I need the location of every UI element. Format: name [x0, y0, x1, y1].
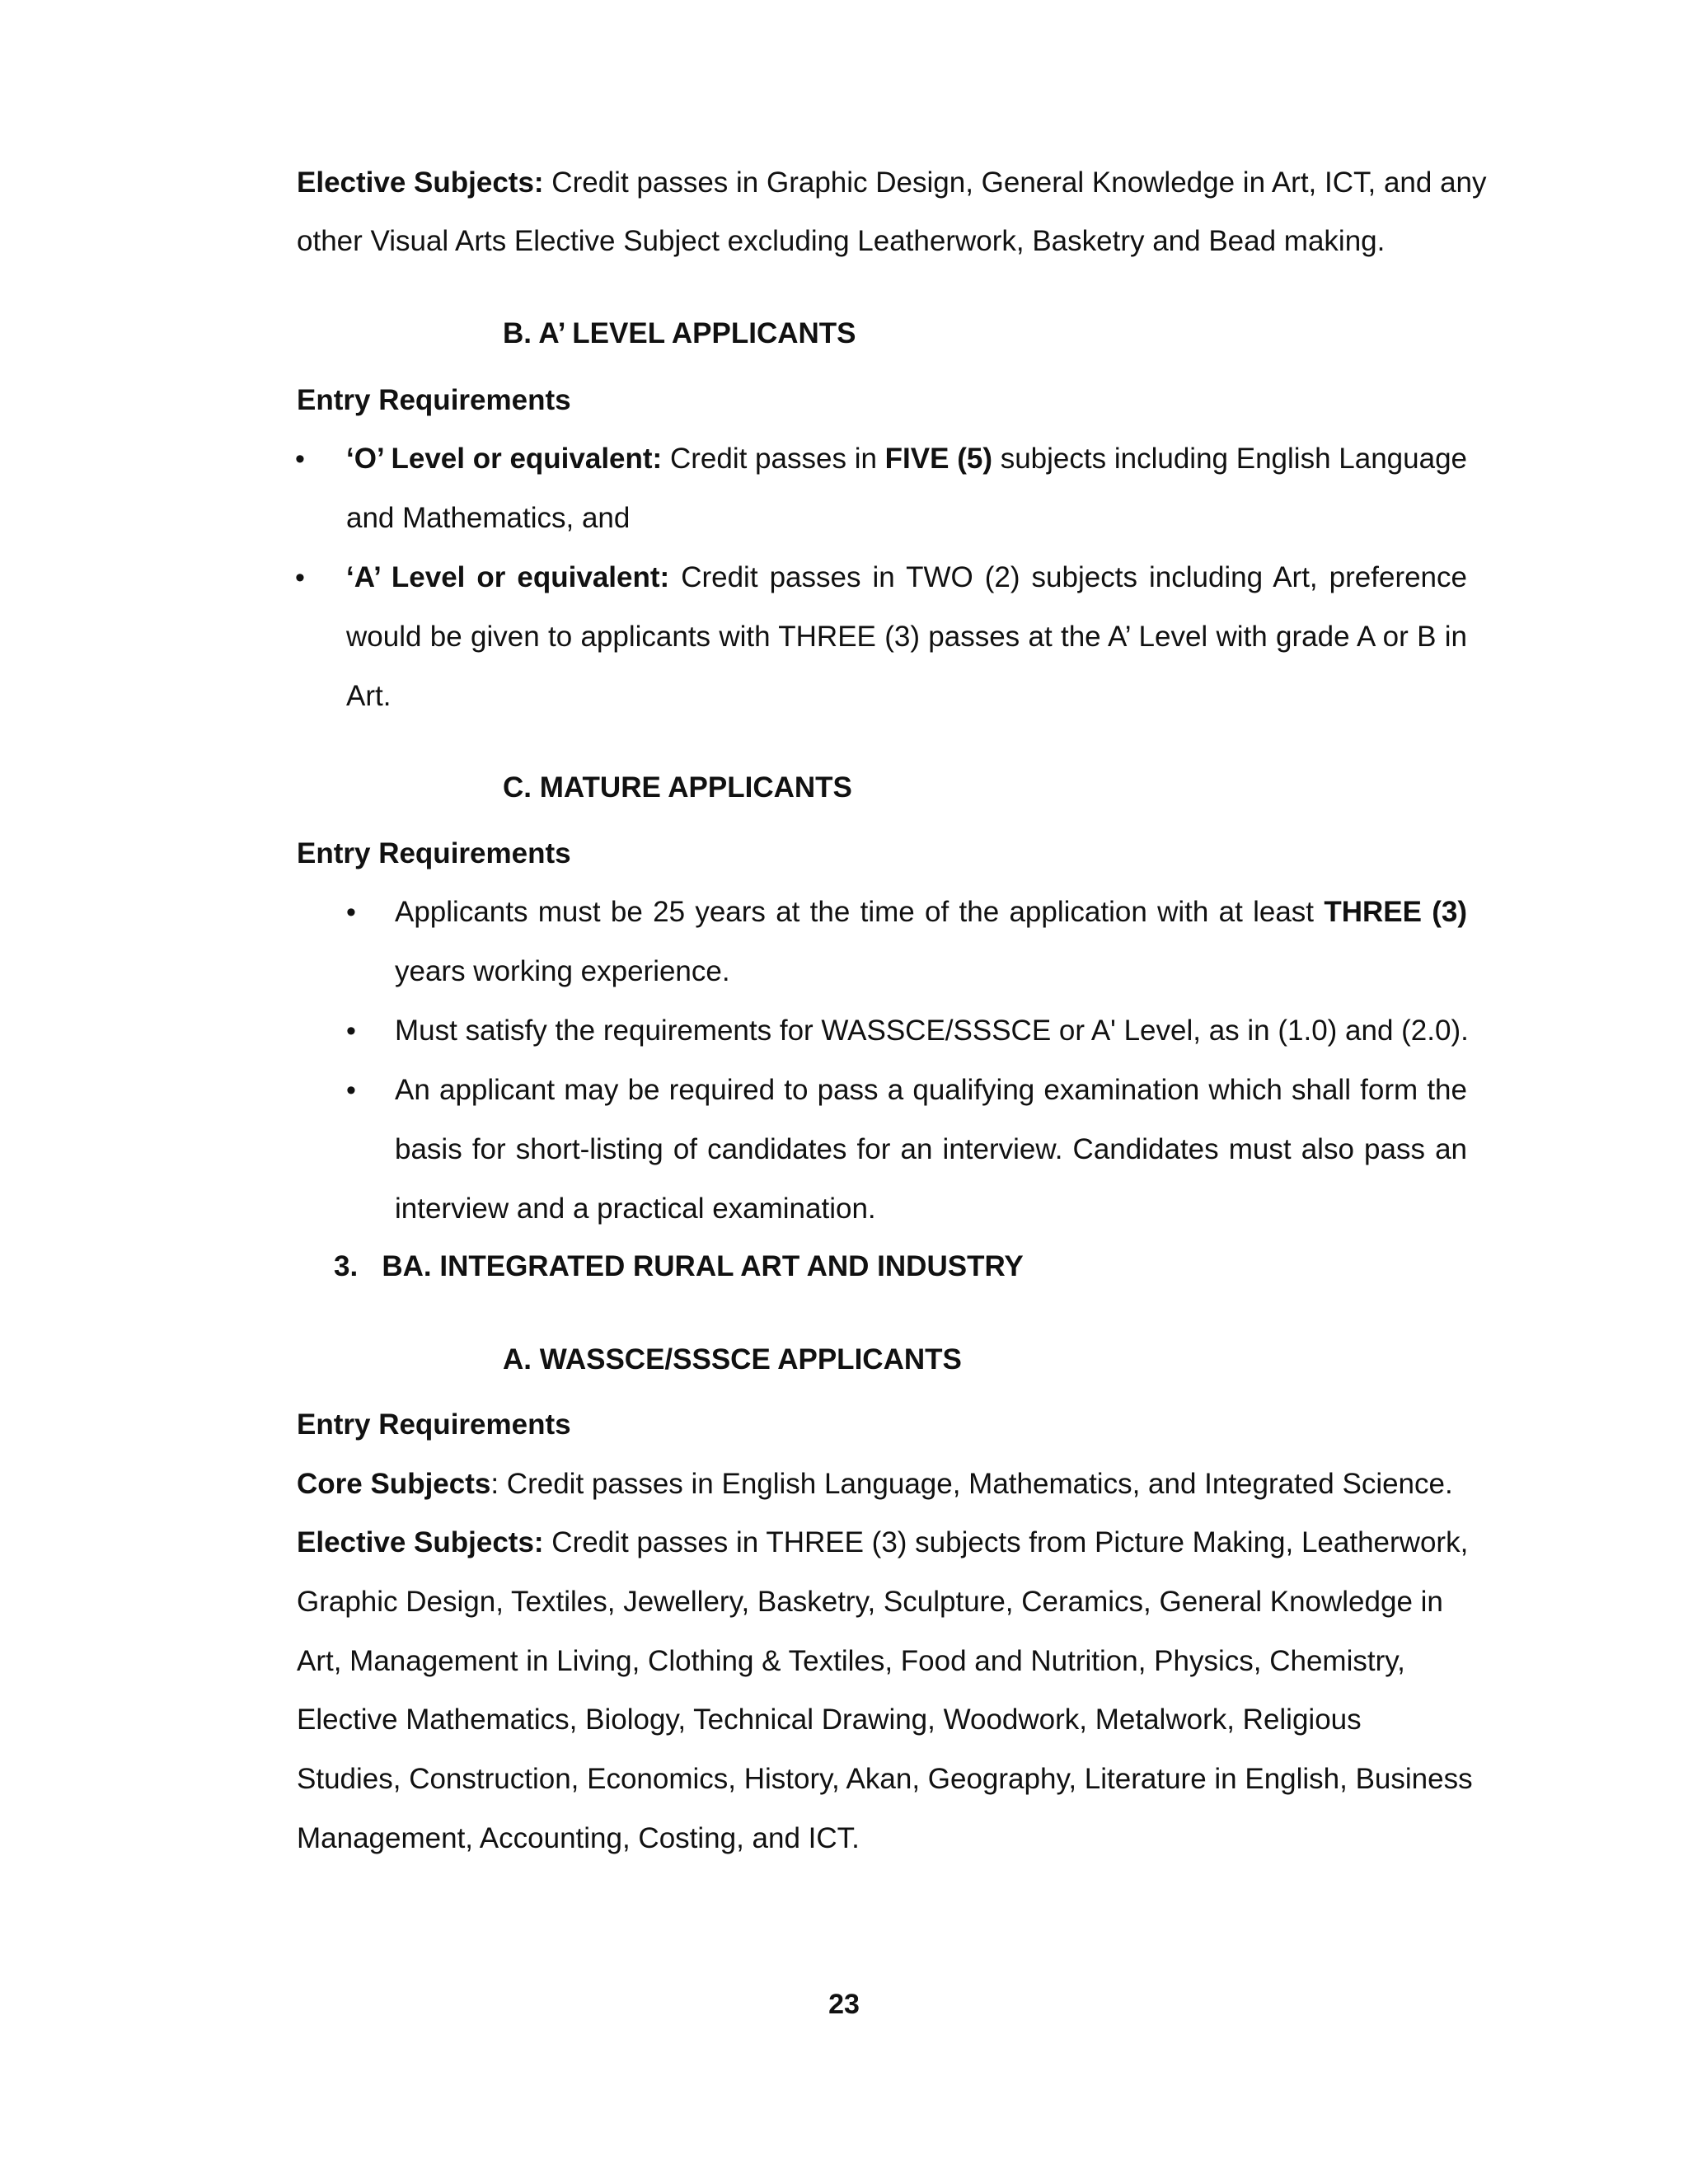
page-number: 23	[828, 1989, 860, 2020]
bullet-icon: •	[346, 1015, 356, 1047]
p3-elective-line-3: Art, Management in Living, Clothing & Textiles, Food and Nutrition, Physics, Chemistry,	[297, 1645, 1405, 1677]
program-3-section-a-heading: A. WASSCE/SSSCE APPLICANTS	[503, 1343, 962, 1376]
section-b-entry-requirements: Entry Requirements	[297, 384, 571, 416]
elective-subjects-text: Credit passes in Graphic Design, General Knowledge in Art, ICT, and any	[543, 166, 1487, 199]
o-level-label: ‘O’ Level or equivalent:	[346, 443, 663, 475]
program-3-heading: 3. BA. INTEGRATED RURAL ART AND INDUSTRY	[334, 1250, 1024, 1282]
mature-bullet-1-line-1: Applicants must be 25 years at the time of the application with at least THREE (3)	[395, 896, 1467, 928]
mature-bullet-2: Must satisfy the requirements for WASSCE/SSSCE or A' Level, as in (1.0) and (2.0).	[395, 1015, 1469, 1047]
p3-elective-label: Elective Subjects:	[297, 1526, 544, 1558]
bullet-icon: •	[295, 562, 305, 593]
bullet-icon: •	[346, 897, 356, 928]
elective-subjects-line-1	[297, 165, 1487, 201]
a-level-line-1: ‘A’ Level or equivalent: Credit passes in TWO (2) subjects including Art, preference	[346, 561, 1467, 593]
mature-bullet-3-line-2: basis for short-listing of candidates for an interview. Candidates must also pass an	[395, 1133, 1467, 1165]
p3-elective-line-2: Graphic Design, Textiles, Jewellery, Basketry, Sculpture, Ceramics, General Knowledge in	[297, 1586, 1443, 1618]
p3-elective-line-5: Studies, Construction, Economics, History, Akan, Geography, Literature in English, Business	[297, 1763, 1473, 1795]
five-subjects-emphasis: FIVE (5)	[884, 443, 992, 475]
elective-subjects-label: Elective Subjects:	[297, 166, 544, 199]
p3-elective-line-6: Management, Accounting, Costing, and ICT.	[297, 1822, 860, 1854]
core-subjects-line: Core Subjects: Credit passes in English Language, Mathematics, and Integrated Science.	[297, 1468, 1453, 1500]
a-level-line-3: Art.	[346, 680, 392, 712]
mature-bullet-3-line-1: An applicant may be required to pass a qualifying examination which shall form the	[395, 1074, 1467, 1106]
a-level-label: ‘A’ Level or equivalent:	[346, 561, 670, 593]
section-c-heading: C. MATURE APPLICANTS	[503, 771, 852, 804]
o-level-line-1: ‘O’ Level or equivalent: Credit passes in FIVE (5) subjects including English Language	[346, 443, 1467, 475]
program-3-entry-requirements: Entry Requirements	[297, 1408, 571, 1441]
bullet-icon: •	[346, 1075, 356, 1106]
mature-bullet-1-line-2: years working experience.	[395, 955, 730, 987]
core-subjects-label: Core Subjects	[297, 1468, 491, 1500]
section-b-heading: B. A’ LEVEL APPLICANTS	[503, 317, 856, 349]
p3-elective-line-1: Elective Subjects: Credit passes in THREE (3) subjects from Picture Making, Leatherwork,	[297, 1526, 1469, 1558]
o-level-line-2: and Mathematics, and	[346, 502, 631, 534]
mature-bullet-3-line-3: interview and a practical examination.	[395, 1193, 876, 1225]
three-years-emphasis: THREE (3)	[1324, 896, 1467, 928]
section-c-entry-requirements: Entry Requirements	[297, 837, 571, 869]
a-level-line-2: would be given to applicants with THREE (3) passes at the A’ Level with grade A or B in	[346, 621, 1467, 653]
elective-subjects-line-2: other Visual Arts Elective Subject excluding Leatherwork, Basketry and Bead making.	[297, 225, 1386, 257]
bullet-icon: •	[295, 443, 305, 475]
p3-elective-line-4: Elective Mathematics, Biology, Technical Drawing, Woodwork, Metalwork, Religious	[297, 1704, 1362, 1736]
